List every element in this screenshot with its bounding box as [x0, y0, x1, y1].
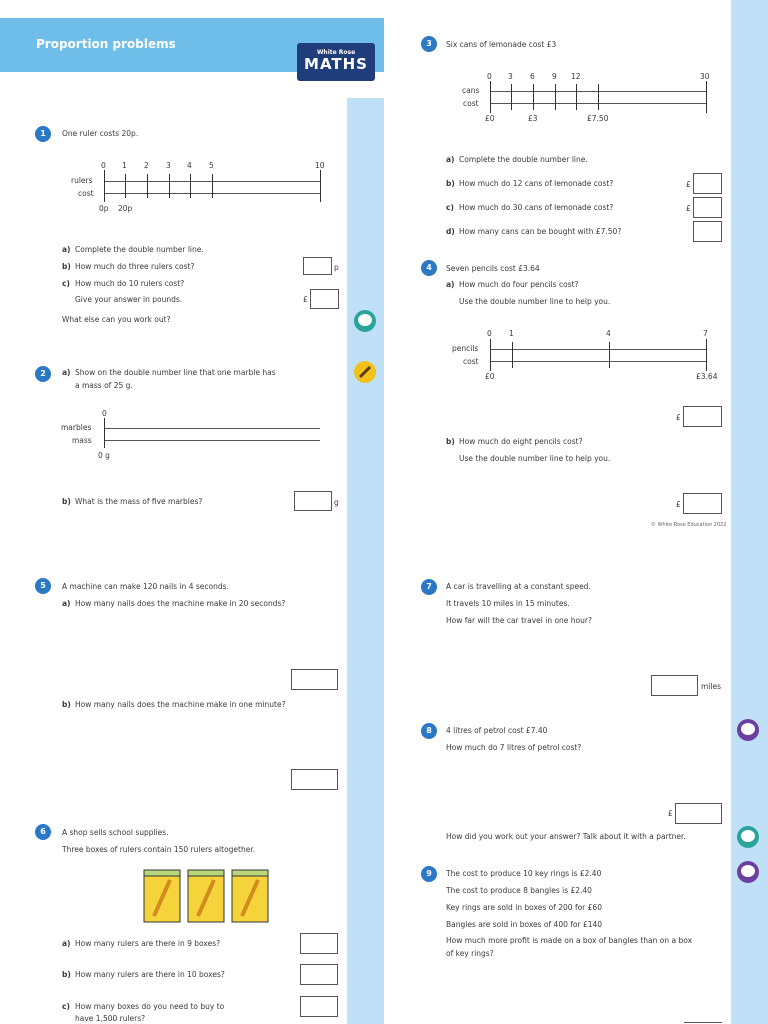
question-text: a mass of 25 g. [75, 381, 133, 390]
ruler-boxes-illustration [142, 868, 276, 924]
number-line-top-label: rulers [71, 176, 93, 185]
tick-label: 5 [209, 161, 214, 170]
part-label: a) [62, 599, 71, 608]
question-text: Show on the double number line that one marble has [75, 368, 276, 377]
answer-unit: £ [676, 500, 681, 509]
question-text: Give your answer in pounds. [75, 295, 183, 304]
answer-box[interactable] [294, 491, 332, 511]
number-line-tick [169, 174, 170, 198]
question-text: How much do 10 rulers cost? [75, 279, 185, 288]
answer-box[interactable] [693, 221, 722, 242]
question-stem: Three boxes of rulers contain 150 rulers altogether. [62, 845, 256, 854]
page-header [0, 18, 384, 72]
tick-label: 0p [99, 204, 109, 213]
question-text: 4 litres of petrol cost £7.40 [446, 726, 548, 735]
question-text: What is the mass of five marbles? [75, 497, 203, 506]
question-number: 2 [35, 366, 51, 382]
part-label: b) [62, 497, 71, 506]
answer-box[interactable] [651, 675, 698, 696]
answer-unit: £ [303, 295, 308, 304]
number-line-tick [490, 81, 491, 113]
tick-label: 4 [606, 329, 611, 338]
number-line-tick [490, 339, 491, 371]
question-number: 6 [35, 824, 51, 840]
tick-label: 3 [166, 161, 171, 170]
question-text: have 1,500 rulers? [75, 1014, 146, 1023]
question-text: Bangles are sold in boxes of 400 for £140 [446, 920, 603, 929]
answer-box[interactable] [300, 996, 338, 1017]
question-text: How many nails does the machine make in one minute? [75, 700, 286, 709]
answer-unit: £ [686, 204, 691, 213]
question-number: 5 [35, 578, 51, 594]
tick-label: 0 g [98, 451, 110, 460]
number-line-tick [104, 418, 105, 448]
number-line-tick [576, 84, 577, 110]
number-line-top [104, 428, 320, 429]
question-number: 8 [421, 723, 437, 739]
number-line-tick [609, 342, 610, 368]
discussion-icon [354, 310, 376, 332]
discussion-icon [737, 826, 759, 848]
left-page-margin-stripe [347, 98, 384, 1024]
number-line-bottom-label: cost [463, 99, 479, 108]
part-label: b) [446, 179, 455, 188]
tick-label: 0 [487, 72, 492, 81]
answer-box[interactable] [300, 964, 338, 985]
number-line-tick [512, 342, 513, 368]
question-number: 1 [35, 126, 51, 142]
answer-box[interactable] [303, 257, 332, 275]
number-line-top-label: cans [462, 86, 480, 95]
tick-label: 10 [315, 161, 325, 170]
tick-label: 4 [187, 161, 192, 170]
number-line-tick [125, 174, 126, 198]
tick-label: 30 [700, 72, 710, 81]
answer-unit: miles [701, 682, 721, 691]
question-text: Use the double number line to help you. [459, 454, 611, 463]
challenge-icon [737, 861, 759, 883]
question-text: How much do 12 cans of lemonade cost? [459, 179, 614, 188]
number-line-bottom [490, 361, 706, 362]
logo-line1: White Rose [316, 49, 356, 56]
part-label: c) [446, 203, 454, 212]
number-line-bottom-label: mass [72, 436, 92, 445]
question-text: Use the double number line to help you. [459, 297, 611, 306]
number-line-tick [598, 84, 599, 110]
question-text: A car is travelling at a constant speed. [446, 582, 591, 591]
question-text: What else can you work out? [62, 315, 171, 324]
number-line-tick [190, 174, 191, 198]
number-line-bottom [104, 440, 320, 441]
number-line-tick [706, 339, 707, 371]
question-text: of key rings? [446, 949, 494, 958]
tick-label: 6 [530, 72, 535, 81]
tick-label: 0 [101, 161, 106, 170]
tick-label: 0 [102, 409, 107, 418]
question-text: How many rulers are there in 10 boxes? [75, 970, 225, 979]
answer-unit: p [334, 263, 339, 272]
answer-box[interactable] [693, 173, 722, 194]
part-label: a) [62, 939, 71, 948]
tick-label: £0 [485, 114, 495, 123]
question-text: How many boxes do you need to buy to [75, 1002, 225, 1011]
question-text: Key rings are sold in boxes of 200 for £60 [446, 903, 602, 912]
part-label: a) [446, 155, 455, 164]
number-line-tick [147, 174, 148, 198]
tick-label: 2 [144, 161, 149, 170]
page-title: Proportion problems [36, 37, 176, 51]
number-line-tick [511, 84, 512, 110]
answer-box[interactable] [683, 493, 722, 514]
question-stem: One ruler costs 20p. [62, 129, 139, 138]
question-text: How far will the car travel in one hour? [446, 616, 592, 625]
answer-box[interactable] [291, 669, 338, 690]
answer-box[interactable] [683, 406, 722, 427]
white-rose-logo [297, 43, 375, 81]
tick-label: 20p [118, 204, 133, 213]
question-text: The cost to produce 10 key rings is £2.40 [446, 869, 602, 878]
question-stem: A machine can make 120 nails in 4 seconds. [62, 582, 229, 591]
copyright: © White Rose Education 2022 [651, 522, 727, 528]
answer-box[interactable] [693, 197, 722, 218]
tick-label: 9 [552, 72, 557, 81]
number-line-top-label: marbles [61, 423, 92, 432]
question-stem: Six cans of lemonade cost £3 [446, 40, 557, 49]
answer-box[interactable] [291, 769, 338, 790]
number-line-tick [706, 81, 707, 113]
tick-label: 1 [122, 161, 127, 170]
number-line-bottom-label: cost [78, 189, 94, 198]
answer-box[interactable] [310, 289, 339, 309]
part-label: a) [62, 245, 71, 254]
question-text: The cost to produce 8 bangles is £2.40 [446, 886, 592, 895]
tick-label: 1 [509, 329, 514, 338]
part-label: b) [62, 262, 71, 271]
question-number: 7 [421, 579, 437, 595]
question-text: How many nails does the machine make in 20 seconds? [75, 599, 286, 608]
tick-label: 7 [703, 329, 708, 338]
question-number: 3 [421, 36, 437, 52]
answer-box[interactable] [300, 933, 338, 954]
part-label: b) [62, 970, 71, 979]
part-label: d) [446, 227, 455, 236]
question-text: How did you work out your answer? Talk about it with a partner. [446, 832, 686, 841]
question-text: It travels 10 miles in 15 minutes. [446, 599, 570, 608]
question-text: Complete the double number line. [459, 155, 588, 164]
question-text: How many rulers are there in 9 boxes? [75, 939, 221, 948]
number-line-top-label: pencils [452, 344, 479, 353]
part-label: c) [62, 279, 70, 288]
part-label: a) [446, 280, 455, 289]
question-text: How much do 30 cans of lemonade cost? [459, 203, 614, 212]
question-text: How much more profit is made on a box of bangles than on a box [446, 936, 693, 945]
part-label: c) [62, 1002, 70, 1011]
question-text: How much do eight pencils cost? [459, 437, 583, 446]
part-label: b) [62, 700, 71, 709]
tick-label: £0 [485, 372, 495, 381]
tick-label: 0 [487, 329, 492, 338]
answer-unit: g [334, 498, 339, 507]
number-line-tick [320, 170, 321, 202]
question-stem: Seven pencils cost £3.64 [446, 264, 540, 273]
pencil-icon [354, 361, 376, 383]
number-line-tick [555, 84, 556, 110]
question-number: 9 [421, 866, 437, 882]
question-text: How much do 7 litres of petrol cost? [446, 743, 582, 752]
number-line-tick [212, 174, 213, 198]
question-text: Complete the double number line. [75, 245, 204, 254]
question-stem: A shop sells school supplies. [62, 828, 169, 837]
number-line-tick [104, 170, 105, 202]
tick-label: £7.50 [587, 114, 609, 123]
logo-line2: MATHS [304, 55, 368, 73]
tick-label: 12 [571, 72, 581, 81]
question-number: 4 [421, 260, 437, 276]
question-text: How much do four pencils cost? [459, 280, 579, 289]
answer-unit: £ [686, 180, 691, 189]
challenge-icon [737, 719, 759, 741]
answer-unit: £ [668, 809, 673, 818]
number-line-top [490, 349, 706, 350]
tick-label: 3 [508, 72, 513, 81]
answer-unit: £ [676, 413, 681, 422]
answer-box[interactable] [675, 803, 722, 824]
tick-label: £3 [528, 114, 538, 123]
question-text: How many cans can be bought with £7.50? [459, 227, 622, 236]
tick-label: £3.64 [696, 372, 718, 381]
number-line-tick [533, 84, 534, 110]
part-label: b) [446, 437, 455, 446]
answer-box-edge [684, 1022, 722, 1023]
question-text: How much do three rulers cost? [75, 262, 195, 271]
number-line-bottom-label: cost [463, 357, 479, 366]
part-label: a) [62, 368, 71, 377]
